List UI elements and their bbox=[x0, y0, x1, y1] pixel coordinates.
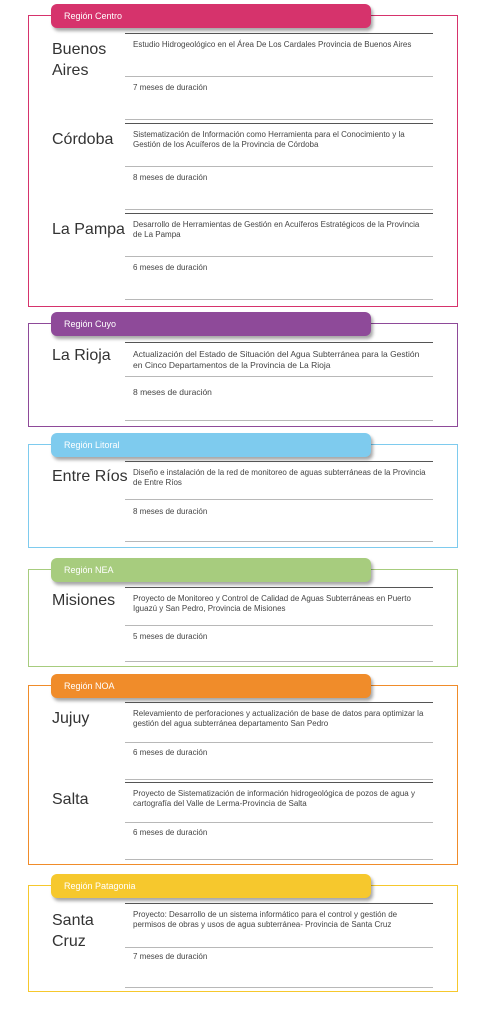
entry-bottom-divider bbox=[125, 541, 433, 542]
project-divider bbox=[125, 213, 433, 214]
region-centro bbox=[28, 11, 458, 307]
entry-bottom-divider bbox=[125, 299, 433, 300]
duration-text: 8 meses de duración bbox=[133, 173, 208, 182]
project-divider bbox=[125, 587, 433, 588]
duration-text: 7 meses de duración bbox=[133, 83, 208, 92]
project-description: Estudio Hidrogeológico en el Área De Los Cardales Provincia de Buenos Aires bbox=[133, 40, 412, 49]
project-description: Proyecto de Monitoreo y Control de Calidad de Aguas Subterráneas en Puerto Iguazú y San Pedro, Provincia de Misiones bbox=[133, 594, 411, 613]
province-name: Santa Cruz bbox=[52, 912, 94, 950]
project-divider bbox=[125, 123, 433, 124]
duration-divider bbox=[125, 947, 433, 948]
province-name: Buenos Aires bbox=[52, 41, 107, 79]
province-name: Jujuy bbox=[52, 710, 90, 727]
entry-bottom-divider bbox=[125, 420, 433, 421]
duration-divider bbox=[125, 625, 433, 626]
duration-text: 5 meses de duración bbox=[133, 632, 208, 641]
entry-bottom-divider bbox=[125, 987, 433, 988]
project-divider bbox=[125, 461, 433, 462]
entry-bottom-divider bbox=[125, 119, 433, 120]
project-description: Proyecto de Sistematización de información hidrogeológica de pozos de agua y cartografía del Valle de Lerma-Provincia de Salta bbox=[133, 789, 415, 808]
project-description: Desarrollo de Herramientas de Gestión en Acuíferos Estratégicos de la Provincia de La Pampa bbox=[133, 220, 420, 239]
entry-bottom-divider bbox=[125, 779, 433, 780]
region-patagonia bbox=[28, 881, 458, 992]
entry-bottom-divider bbox=[125, 661, 433, 662]
project-divider bbox=[125, 782, 433, 783]
province-name: Córdoba bbox=[52, 131, 114, 148]
project-entry-jujuy bbox=[29, 702, 457, 782]
region-tab-cuyo: Región Cuyo bbox=[51, 312, 371, 336]
province-name: La Rioja bbox=[52, 347, 111, 364]
region-tab-litoral: Región Litoral bbox=[51, 433, 371, 457]
project-description: Proyecto: Desarrollo de un sistema informático para el control y gestión de permisos de obras y usos de agua subterránea- Provincia de Santa Cruz bbox=[133, 910, 398, 929]
duration-divider bbox=[125, 499, 433, 500]
project-entry-cordoba bbox=[29, 123, 457, 213]
project-entry-entre-rios bbox=[29, 461, 457, 545]
province-name: Entre Ríos bbox=[52, 468, 128, 485]
project-entry-misiones bbox=[29, 587, 457, 665]
region-tab-noa: Región NOA bbox=[51, 674, 371, 698]
entry-bottom-divider bbox=[125, 859, 433, 860]
project-entry-santa-cruz bbox=[29, 903, 457, 989]
duration-divider bbox=[125, 822, 433, 823]
region-nea bbox=[28, 565, 458, 667]
province-name: Salta bbox=[52, 791, 89, 808]
project-entry-la-rioja bbox=[29, 342, 457, 422]
region-cuyo bbox=[28, 319, 458, 427]
duration-divider bbox=[125, 376, 433, 377]
province-name: Misiones bbox=[52, 592, 116, 609]
project-divider bbox=[125, 702, 433, 703]
project-entry-salta bbox=[29, 782, 457, 862]
duration-divider bbox=[125, 742, 433, 743]
duration-text: 6 meses de duración bbox=[133, 748, 208, 757]
project-description: Relevamiento de perforaciones y actualización de base de datos para optimizar la gestión del agua subterránea departamento San Pedro bbox=[133, 709, 424, 728]
duration-divider bbox=[125, 166, 433, 167]
project-divider bbox=[125, 342, 433, 343]
region-noa bbox=[28, 681, 458, 865]
project-description: Actualización del Estado de Situación del Agua Subterránea para la Gestión en Cinco Departamentos de la Provincia de La Rioja bbox=[133, 349, 420, 370]
project-entry-la-pampa bbox=[29, 213, 457, 303]
region-litoral bbox=[28, 440, 458, 548]
province-name: La Pampa bbox=[52, 221, 125, 238]
entry-bottom-divider bbox=[125, 209, 433, 210]
duration-text: 7 meses de duración bbox=[133, 952, 208, 961]
project-entry-buenos-aires bbox=[29, 33, 457, 123]
duration-text: 8 meses de duración bbox=[133, 507, 208, 516]
duration-divider bbox=[125, 76, 433, 77]
project-divider bbox=[125, 903, 433, 904]
duration-text: 6 meses de duración bbox=[133, 263, 208, 272]
duration-text: 8 meses de duración bbox=[133, 387, 212, 397]
region-tab-patagonia: Región Patagonia bbox=[51, 874, 371, 898]
project-description: Sistematización de Información como Herramienta para el Conocimiento y la Gestión de los Acuíferos de la Provincia de Córdoba bbox=[133, 130, 405, 149]
duration-text: 6 meses de duración bbox=[133, 828, 208, 837]
project-divider bbox=[125, 33, 433, 34]
project-description: Diseño e instalación de la red de monitoreo de aguas subterráneas de la Provincia de Entre Ríos bbox=[133, 468, 426, 487]
region-tab-centro: Región Centro bbox=[51, 4, 371, 28]
region-tab-nea: Región NEA bbox=[51, 558, 371, 582]
duration-divider bbox=[125, 256, 433, 257]
